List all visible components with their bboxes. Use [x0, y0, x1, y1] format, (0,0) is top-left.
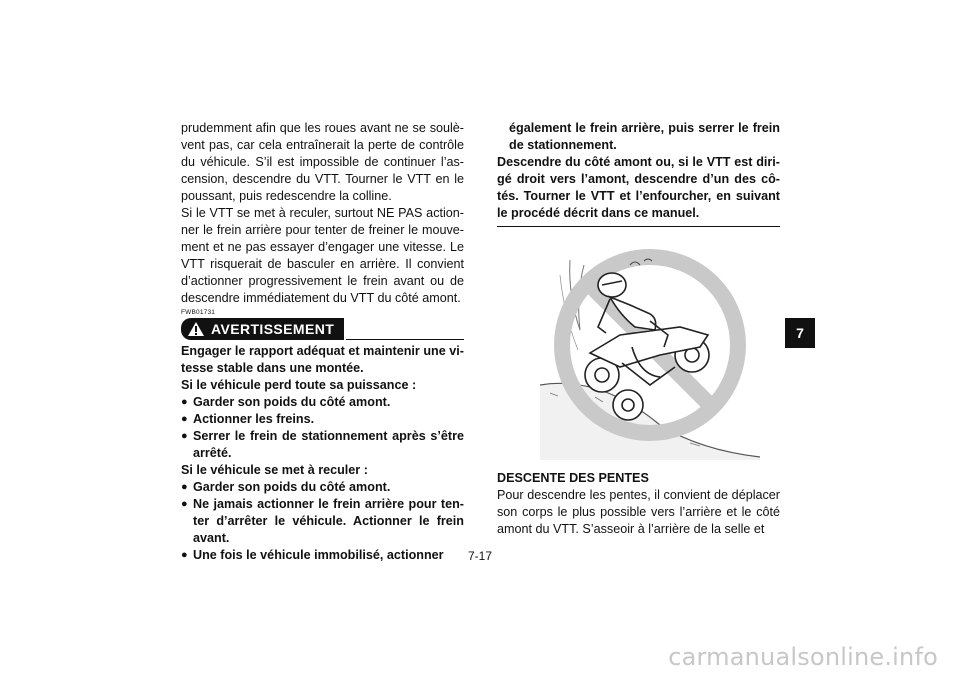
- power-loss-heading: Si le véhicule perd toute sa puissance :: [181, 378, 417, 392]
- bullet-icon: ●: [181, 430, 188, 442]
- warning-end-rule: [497, 226, 780, 227]
- warning-code: FWB01731: [181, 309, 216, 316]
- list-item: ● Actionner les freins.: [181, 412, 315, 426]
- bullet-icon: ●: [181, 396, 188, 408]
- warning-intro: Engager le rapport adéquat et maintenir une vi-tesse stable dans une montée.: [181, 344, 464, 375]
- dismount-instruction: Descendre du côté amont ou, si le VTT est diri-gé droit vers l’amont, descendre d’un des cô-tés. Tourner le VTT et l’enfourcher, en suivant le procédé décrit dans ce manuel.: [497, 155, 780, 220]
- list-item: ● Garder son poids du côté amont.: [181, 480, 391, 494]
- bullet-icon: ●: [181, 413, 188, 425]
- warning-header: [181, 318, 464, 340]
- bullet-icon: ●: [181, 481, 188, 493]
- rollback-heading: Si le véhicule se met à reculer :: [181, 463, 368, 477]
- descent-text: Pour descendre les pentes, il convient de déplacer son corps le plus possible vers l’arrière et le côté amont du VTT. S’asseoir à l’arrière de la selle et: [497, 488, 780, 536]
- reverse-paragraph: Si le VTT se met à reculer, surtout NE PAS action-ner le frein arrière pour tenter de freiner le mouve-ment et ne pas essayer d’engager une vitesse. Le VTT risquerait de basculer en arrière. Il convient d’actionner progressivement le frein avant ou de descendre immédiatement du VTT du côté amont.: [181, 206, 464, 305]
- list-item: ● Serrer le frein de stationnement après s’être arrêté.: [181, 429, 464, 460]
- right-column: [497, 120, 780, 227]
- page-number: 7-17: [467, 549, 493, 563]
- warning-triangle-icon: [187, 321, 205, 337]
- warning-badge: [181, 318, 344, 340]
- list-item: ● Garder son poids du côté amont.: [181, 395, 391, 409]
- bullet-icon: ●: [181, 498, 188, 510]
- left-column: [181, 120, 464, 564]
- warning-label: AVERTISSEMENT: [211, 320, 335, 337]
- list-item: ● Ne jamais actionner le frein arrière pour ten-ter d’arrêter le véhicule. Actionner le frein avant.: [181, 497, 464, 545]
- chapter-tab: 7: [785, 318, 815, 348]
- warning-continuation: également le frein arrière, puis serrer le frein de stationnement.: [509, 121, 780, 152]
- atv-uphill-prohibited-illustration: [540, 235, 760, 460]
- descent-heading: DESCENTE DES PENTES: [497, 471, 649, 485]
- list-item: ● Une fois le véhicule immobilisé, actionner: [181, 548, 444, 562]
- descent-section: [497, 470, 780, 538]
- watermark: carmanualsonline.info: [668, 643, 938, 671]
- warning-rule: [346, 339, 464, 340]
- intro-paragraph: prudemment afin que les roues avant ne se soulè-vent pas, car cela entraînerait la perte de contrôle du véhicule. S’il est impossible de continuer l’as-cension, descendre du VTT. Tourner le VTT en le poussant, puis redescendre la colline.: [181, 121, 464, 203]
- bullet-icon: ●: [181, 549, 188, 561]
